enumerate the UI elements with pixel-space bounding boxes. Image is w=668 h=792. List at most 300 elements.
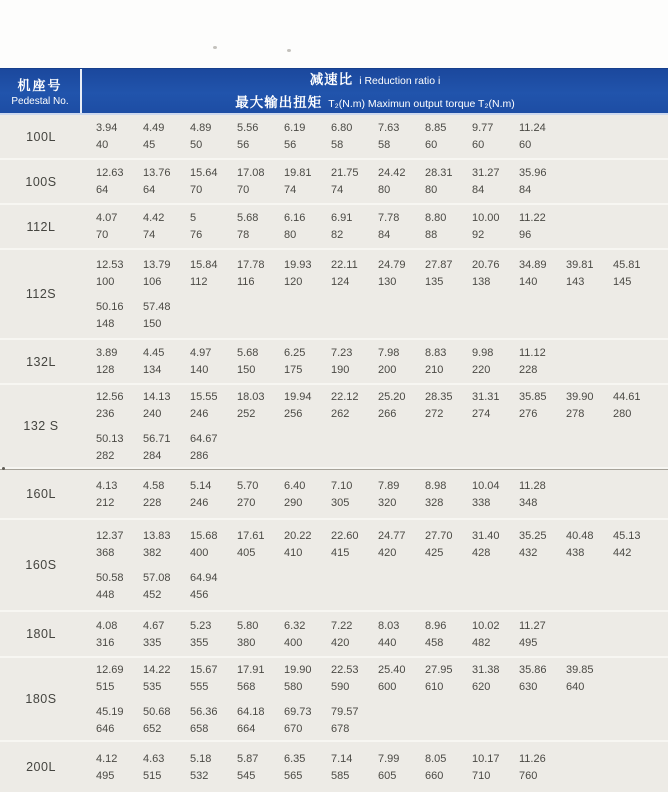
ratio-value: 19.93	[284, 258, 312, 271]
ratio-line	[96, 664, 668, 676]
torque-value: 555	[190, 680, 209, 693]
ratio-value: 6.25	[284, 347, 306, 359]
ratio-value: 7.98	[378, 347, 400, 359]
torque-line	[96, 139, 668, 151]
ratio-value: 11.24	[519, 122, 546, 134]
torque-value: 236	[96, 407, 115, 420]
torque-value: 610	[425, 680, 444, 693]
ratio-value: 64.18	[237, 705, 265, 718]
torque-value: 568	[237, 680, 256, 693]
torque-line	[96, 318, 668, 330]
ratio-value: 8.85	[425, 122, 447, 134]
ratio-value: 56.71	[143, 432, 171, 445]
ratio-value: 4.12	[96, 752, 118, 765]
ratio-value: 6.35	[284, 752, 306, 765]
ratio-value: 39.85	[566, 663, 594, 676]
torque-value: 56	[237, 139, 250, 151]
ratio-line	[96, 347, 668, 359]
ratio-value: 7.78	[378, 212, 400, 224]
ratio-torque-group	[96, 259, 668, 288]
ratio-value: 69.73	[284, 705, 312, 718]
ratio-value: 7.10	[331, 479, 353, 492]
torque-value: 355	[190, 636, 209, 649]
ratio-value: 8.83	[425, 347, 447, 359]
torque-value: 420	[378, 546, 397, 559]
torque-value: 82	[331, 229, 344, 241]
ratio-value: 6.91	[331, 212, 353, 224]
torque-value: 84	[519, 184, 532, 196]
ratio-value: 5	[190, 212, 197, 224]
ratio-value: 35.86	[519, 663, 547, 676]
ratio-value: 5.68	[237, 347, 259, 359]
ratio-value: 5.23	[190, 619, 212, 632]
torque-value: 60	[519, 139, 532, 151]
ratio-value: 6.16	[284, 212, 306, 224]
ratio-value: 25.20	[378, 390, 406, 403]
torque-value: 670	[284, 722, 303, 735]
ratio-line	[96, 706, 668, 718]
torque-value: 266	[378, 407, 397, 420]
torque-value: 438	[566, 546, 585, 559]
torque-value: 290	[284, 496, 303, 509]
ratio-value: 6.19	[284, 122, 306, 134]
torque-value: 495	[96, 769, 115, 782]
reduction-ratio-title-cn: 减速比	[309, 71, 354, 87]
torque-value: 585	[331, 769, 350, 782]
ratio-value: 8.03	[378, 619, 400, 632]
torque-value: 382	[143, 546, 162, 559]
ratio-value: 57.08	[143, 571, 171, 584]
ratio-line	[96, 301, 668, 313]
ratio-value: 4.13	[96, 479, 118, 492]
torque-line	[96, 547, 668, 559]
ratio-torque-group	[96, 706, 668, 735]
pedestal-label: 112S	[25, 287, 57, 301]
table-row-100s	[0, 160, 668, 205]
table-row-132l	[0, 340, 668, 385]
torque-value: 652	[143, 722, 162, 735]
ratio-value: 5.80	[237, 619, 259, 632]
ratio-value: 10.00	[472, 212, 500, 224]
ratio-value: 79.57	[331, 705, 359, 718]
pedestal-label: 112L	[26, 219, 56, 234]
ratio-line	[96, 620, 668, 632]
torque-value: 212	[96, 496, 115, 509]
ratio-value: 5.87	[237, 752, 259, 765]
reduction-ratio-title-en: i Reduction ratio i	[359, 74, 441, 87]
ratio-line	[96, 480, 668, 492]
torque-value: 400	[284, 636, 303, 649]
table-row-200l	[0, 742, 668, 792]
ratio-value: 34.89	[519, 258, 547, 271]
torque-value: 420	[331, 636, 350, 649]
ratio-value: 8.05	[425, 752, 447, 765]
torque-value: 58	[378, 139, 391, 151]
ratio-value: 7.99	[378, 752, 400, 765]
ratio-value: 45.19	[96, 705, 124, 718]
ratio-value: 12.69	[96, 663, 124, 676]
torque-line	[96, 723, 668, 735]
ratio-value: 15.55	[190, 390, 218, 403]
ratio-line	[96, 572, 668, 584]
ratio-line	[96, 391, 668, 403]
ratio-torque-header-cell	[82, 69, 668, 113]
torque-value: 678	[331, 722, 350, 735]
torque-value: 228	[143, 496, 162, 509]
ratio-value: 45.13	[613, 529, 641, 542]
torque-value: 710	[472, 769, 491, 782]
torque-value: 134	[143, 364, 162, 376]
ratio-value: 28.35	[425, 390, 453, 403]
torque-value: 410	[284, 546, 303, 559]
ratio-value: 31.27	[472, 167, 500, 179]
torque-value: 210	[425, 364, 444, 376]
ratio-torque-group	[96, 433, 668, 462]
ratio-value: 7.89	[378, 479, 400, 492]
torque-line	[96, 364, 668, 376]
torque-value: 280	[613, 407, 632, 420]
torque-value: 620	[472, 680, 491, 693]
torque-value: 74	[143, 229, 156, 241]
pedestal-label: 180L	[26, 627, 56, 641]
ratio-value: 50.58	[96, 571, 124, 584]
torque-line	[96, 497, 668, 509]
torque-value: 380	[237, 636, 256, 649]
row-values	[82, 742, 668, 792]
torque-value: 50	[190, 139, 203, 151]
table-header	[0, 68, 668, 115]
torque-value: 760	[519, 769, 538, 782]
torque-value: 150	[143, 317, 162, 330]
ratio-value: 10.04	[472, 479, 500, 492]
ratio-value: 17.61	[237, 529, 265, 542]
torque-line	[96, 408, 668, 420]
ratio-value: 5.56	[237, 122, 259, 134]
ratio-value: 4.58	[143, 479, 165, 492]
ratio-value: 35.85	[519, 390, 547, 403]
ratio-value: 11.28	[519, 479, 546, 492]
torque-value: 124	[331, 275, 350, 288]
torque-value: 338	[472, 496, 491, 509]
ratio-torque-group	[96, 480, 668, 509]
ratio-value: 14.22	[143, 663, 171, 676]
torque-value: 428	[472, 546, 491, 559]
torque-value: 228	[519, 364, 538, 376]
torque-value: 600	[378, 680, 397, 693]
ratio-torque-group	[96, 347, 668, 376]
ratio-value: 4.63	[143, 752, 165, 765]
ratio-value: 11.27	[519, 619, 546, 632]
ratio-value: 13.83	[143, 529, 171, 542]
ratio-value: 12.63	[96, 167, 124, 179]
ratio-value: 50.16	[96, 300, 124, 313]
torque-value: 400	[190, 546, 209, 559]
ratio-line	[96, 530, 668, 542]
torque-value: 286	[190, 449, 209, 462]
ratio-value: 8.80	[425, 212, 447, 224]
ratio-value: 19.90	[284, 663, 312, 676]
pedestal-label: 132 S	[23, 419, 59, 433]
ratio-line	[96, 753, 668, 765]
ratio-value: 3.94	[96, 122, 118, 134]
table-row-112l	[0, 205, 668, 250]
row-values	[82, 115, 668, 158]
ratio-value: 22.11	[331, 258, 358, 271]
ratio-value: 39.81	[566, 258, 594, 271]
torque-value: 452	[143, 588, 162, 601]
torque-value: 175	[284, 364, 303, 376]
ratio-value: 35.96	[519, 167, 547, 179]
ratio-value: 39.90	[566, 390, 594, 403]
ratio-value: 7.22	[331, 619, 353, 632]
scan-artifact	[213, 46, 217, 49]
torque-value: 405	[237, 546, 256, 559]
ratio-torque-group	[96, 620, 668, 649]
torque-value: 256	[284, 407, 303, 420]
torque-value: 316	[96, 636, 115, 649]
torque-value: 630	[519, 680, 538, 693]
row-values	[82, 340, 668, 383]
ratio-torque-group	[96, 753, 668, 782]
table-row-100l	[0, 115, 668, 160]
torque-value: 580	[284, 680, 303, 693]
pedestal-label: 160S	[25, 558, 57, 572]
torque-line	[96, 637, 668, 649]
torque-value: 74	[284, 184, 297, 196]
torque-value: 60	[425, 139, 438, 151]
ratio-value: 4.08	[96, 619, 118, 632]
max-torque-title-cn: 最大输出扭矩	[235, 95, 323, 110]
torque-line	[96, 770, 668, 782]
torque-value: 660	[425, 769, 444, 782]
ratio-torque-group	[96, 391, 668, 420]
torque-value: 272	[425, 407, 444, 420]
ratio-value: 24.42	[378, 167, 406, 179]
torque-value: 274	[472, 407, 491, 420]
ratio-value: 22.53	[331, 663, 359, 676]
torque-value: 605	[378, 769, 397, 782]
ratio-torque-group	[96, 664, 668, 693]
ratio-torque-group	[96, 572, 668, 601]
torque-value: 58	[331, 139, 344, 151]
torque-value: 432	[519, 546, 538, 559]
torque-value: 150	[237, 364, 256, 376]
ratio-value: 9.98	[472, 347, 494, 359]
scan-artifact	[287, 49, 291, 52]
ratio-value: 19.81	[284, 167, 312, 179]
ratio-value: 3.89	[96, 347, 118, 359]
ratio-value: 8.96	[425, 619, 447, 632]
torque-value: 64	[96, 184, 109, 196]
ratio-value: 27.70	[425, 529, 453, 542]
torque-value: 92	[472, 229, 485, 241]
ratio-line	[96, 167, 668, 179]
ratio-value: 19.94	[284, 390, 312, 403]
torque-value: 84	[378, 229, 391, 241]
ratio-value: 15.84	[190, 258, 218, 271]
ratio-value: 4.89	[190, 122, 212, 134]
torque-value: 456	[190, 588, 209, 601]
torque-value: 70	[190, 184, 203, 196]
ratio-value: 6.40	[284, 479, 306, 492]
torque-value: 270	[237, 496, 256, 509]
torque-value: 190	[331, 364, 350, 376]
ratio-torque-group	[96, 212, 668, 241]
row-values	[82, 205, 668, 248]
torque-value: 148	[96, 317, 115, 330]
ratio-value: 11.12	[519, 347, 546, 359]
ratio-value: 7.63	[378, 122, 400, 134]
torque-value: 45	[143, 139, 156, 151]
table-row-132s	[0, 385, 668, 469]
torque-value: 220	[472, 364, 491, 376]
ratio-line	[96, 212, 668, 224]
torque-value: 515	[96, 680, 115, 693]
reduction-ratio-title	[310, 68, 441, 91]
torque-value: 56	[284, 139, 297, 151]
pedestal-label: 180S	[25, 692, 57, 706]
ratio-value: 18.03	[237, 390, 265, 403]
ratio-value: 14.13	[143, 390, 171, 403]
ratio-line	[96, 259, 668, 271]
torque-value: 448	[96, 588, 115, 601]
torque-value: 282	[96, 449, 115, 462]
ratio-torque-group	[96, 122, 668, 151]
torque-line	[96, 229, 668, 241]
row-values	[82, 250, 668, 338]
max-torque-title	[235, 91, 515, 114]
torque-value: 140	[190, 364, 209, 376]
ratio-value: 7.23	[331, 347, 353, 359]
ratio-line	[96, 122, 668, 134]
torque-value: 145	[613, 275, 632, 288]
torque-value: 640	[566, 680, 585, 693]
ratio-value: 27.95	[425, 663, 453, 676]
torque-value: 70	[237, 184, 250, 196]
torque-value: 495	[519, 636, 538, 649]
ratio-value: 8.98	[425, 479, 447, 492]
torque-value: 590	[331, 680, 350, 693]
torque-value: 276	[519, 407, 538, 420]
torque-value: 425	[425, 546, 444, 559]
ratio-value: 28.31	[425, 167, 453, 179]
torque-value: 106	[143, 275, 162, 288]
ratio-value: 15.68	[190, 529, 218, 542]
torque-value: 74	[331, 184, 344, 196]
torque-value: 128	[96, 364, 115, 376]
torque-value: 140	[519, 275, 538, 288]
ratio-value: 20.76	[472, 258, 500, 271]
torque-value: 328	[425, 496, 444, 509]
ratio-value: 15.67	[190, 663, 218, 676]
ratio-value: 12.37	[96, 529, 124, 542]
ratio-value: 5.14	[190, 479, 212, 492]
pedestal-header-cn: 机座号	[17, 78, 63, 93]
table-row-160l	[0, 470, 668, 520]
torque-value: 143	[566, 275, 585, 288]
row-values	[82, 470, 668, 518]
ratio-value: 15.64	[190, 167, 218, 179]
ratio-value: 56.36	[190, 705, 218, 718]
torque-line	[96, 184, 668, 196]
ratio-value: 4.45	[143, 347, 165, 359]
torque-line	[96, 276, 668, 288]
ratio-value: 31.31	[472, 390, 500, 403]
torque-value: 80	[425, 184, 438, 196]
ratio-value: 22.60	[331, 529, 359, 542]
ratio-value: 4.49	[143, 122, 165, 134]
torque-value: 40	[96, 139, 109, 151]
torque-value: 646	[96, 722, 115, 735]
ratio-value: 5.18	[190, 752, 212, 765]
torque-value: 112	[190, 275, 208, 288]
table-body	[0, 115, 668, 792]
ratio-value: 50.13	[96, 432, 124, 445]
table-row-180l	[0, 612, 668, 658]
ratio-value: 17.91	[237, 663, 265, 676]
torque-value: 64	[143, 184, 156, 196]
torque-value: 335	[143, 636, 162, 649]
ratio-value: 4.07	[96, 212, 118, 224]
ratio-value: 24.77	[378, 529, 406, 542]
pedestal-label: 100S	[25, 174, 57, 189]
torque-value: 368	[96, 546, 115, 559]
row-values	[82, 612, 668, 656]
torque-value: 80	[284, 229, 297, 241]
ratio-value: 10.17	[472, 752, 500, 765]
ratio-value: 11.26	[519, 752, 546, 765]
row-values	[82, 385, 668, 467]
torque-value: 138	[472, 275, 491, 288]
ratio-value: 45.81	[613, 258, 641, 271]
ratio-torque-group	[96, 530, 668, 559]
torque-value: 135	[425, 275, 444, 288]
max-torque-title-en: T₂(N.m) Maximun output torque T₂(N.m)	[328, 98, 515, 110]
ratio-value: 64.67	[190, 432, 218, 445]
torque-value: 320	[378, 496, 397, 509]
torque-value: 440	[378, 636, 397, 649]
ratio-line	[96, 433, 668, 445]
torque-value: 262	[331, 407, 350, 420]
ratio-value: 27.87	[425, 258, 453, 271]
ratio-torque-group	[96, 301, 668, 330]
ratio-value: 24.79	[378, 258, 406, 271]
torque-value: 535	[143, 680, 162, 693]
pedestal-label: 160L	[26, 487, 56, 501]
torque-value: 348	[519, 496, 538, 509]
ratio-value: 12.53	[96, 258, 124, 271]
torque-value: 78	[237, 229, 250, 241]
ratio-value: 7.14	[331, 752, 353, 765]
ratio-value: 25.40	[378, 663, 406, 676]
ratio-value: 22.12	[331, 390, 359, 403]
table-row-112s	[0, 250, 668, 340]
ratio-value: 13.76	[143, 167, 171, 179]
ratio-value: 5.68	[237, 212, 259, 224]
section-divider	[0, 469, 668, 470]
ratio-value: 4.97	[190, 347, 212, 359]
torque-value: 116	[237, 275, 255, 288]
ratio-value: 64.94	[190, 571, 218, 584]
ratio-value: 9.77	[472, 122, 494, 134]
table-row-180s	[0, 658, 668, 742]
torque-value: 60	[472, 139, 485, 151]
ratio-torque-group	[96, 167, 668, 196]
ratio-value: 13.79	[143, 258, 171, 271]
torque-value: 458	[425, 636, 444, 649]
torque-value: 482	[472, 636, 491, 649]
row-values	[82, 520, 668, 610]
